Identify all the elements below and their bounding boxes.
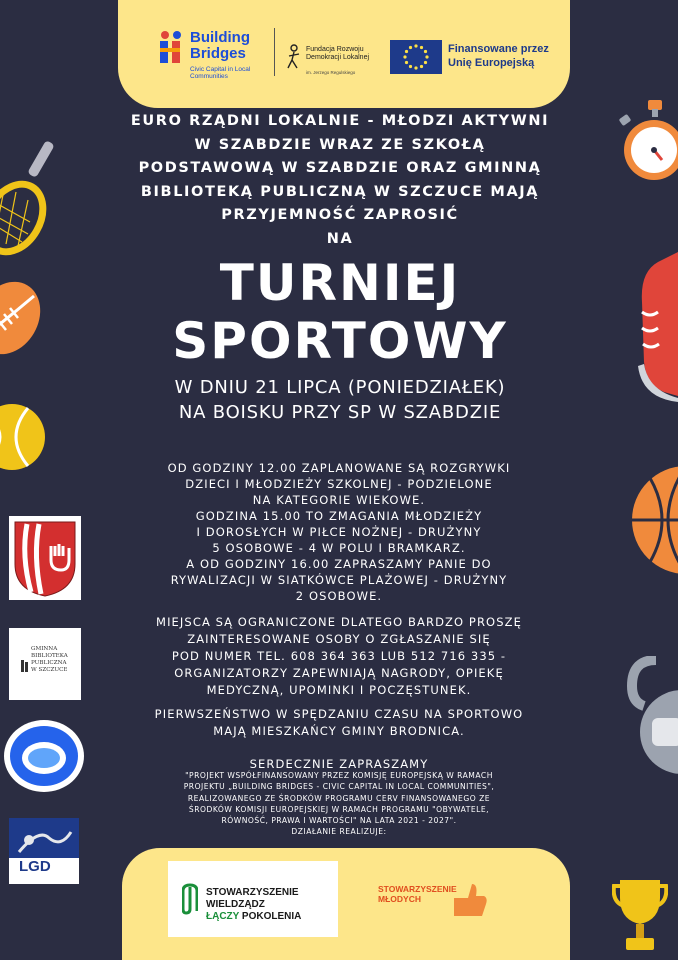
partner-banner-bottom [122, 848, 570, 960]
building-bridges-title: Building Bridges [190, 29, 250, 62]
mlodych-name: STOWARZYSZENIE MŁODYCH [378, 884, 457, 904]
wieldzadz-line2: WIELDZĄDZ [206, 899, 265, 910]
building-bridges-logo [158, 30, 268, 88]
invite-text: SERDECZNIE ZAPRASZAMY [249, 757, 429, 771]
frdl-logo [286, 44, 378, 84]
trophy-icon [612, 876, 668, 956]
building-bridges-subtitle: Civic Capital in Local Communities [190, 66, 251, 80]
stopwatch-icon [614, 100, 678, 184]
sponsor-banner-top [118, 0, 570, 108]
gmina-crest-logo [9, 516, 81, 600]
event-title: TURNIEJ SPORTOWY [172, 254, 508, 370]
frdl-figure-icon [286, 44, 302, 70]
funding-footnote: "PROJEKT WSPÓŁFINANSOWANY PRZEZ KOMISJĘ EUROPEJSKĄ W RAMACH PROJEKTU „BUILDING BRIDGES - CIVIC CAPITAL IN LOCAL COMMUNITIES", REALIZOWANEGO ZE ŚRODKÓW PROGRAMU CERV FINANSOWANEGO ZE ŚRODKÓW KOMISJI EUROPEJSKIEJ W RAMACH PROGRAMU "OBYWATELE, RÓWNOŚĆ, PRAWA I WARTOŚCI" NA LATA 2021 - 2027". DZIAŁANIE REALIZUJE: [183, 771, 495, 837]
library-logo [9, 628, 81, 700]
wieldzadz-logo [168, 861, 338, 937]
school-logo [2, 718, 86, 794]
school-badge-icon [2, 718, 86, 794]
lgd-logo [9, 818, 79, 884]
tennis-ball-icon [0, 402, 46, 472]
lgd-swan-icon [9, 818, 79, 858]
eu-flag-icon [390, 40, 442, 74]
library-name: GMINNA BIBLIOTEKA PUBLICZNA W SZCZUCE [31, 646, 68, 673]
wieldzadz-line3-green: ŁĄCZY [206, 911, 240, 922]
event-date-location: W DNIU 21 LIPCA (PONIEDZIAŁEK) NA BOISKU PRZY SP W SZABDZIE [174, 377, 506, 423]
frdl-name: Fundacja Rozwoju Demokracji Lokalnej [306, 46, 370, 61]
mlodych-logo [378, 880, 498, 930]
thumbs-up-icon [454, 880, 488, 920]
crest-icon [9, 516, 81, 600]
rugby-ball-icon [0, 268, 46, 368]
kettlebell-icon [626, 656, 678, 776]
eu-funding-text: Finansowane przez Unię Europejską [448, 43, 549, 69]
intro-text: EURO RZĄDNI LOKALNIE - MŁODZI AKTYWNI W SZABDZIE WRAZ ZE SZKOŁĄ PODSTAWOWĄ W SZABDZIE ORAZ GMINNĄ BIBLIOTEKĄ PUBLICZNĄ W SZCZUCE MAJĄ PRZYJEMNOŚĆ ZAPROSIĆ NA [130, 113, 550, 247]
schedule-text: OD GODZINY 12.00 ZAPLANOWANE SĄ ROZGRYWKI DZIECI I MŁODZIEŻY SZKOLNEJ - PODZIELONE NA KATEGORIE WIEKOWE. GODZINA 15.00 TO ZMAGANIA MŁODZIEŻY I DOROSŁYCH W PIŁCE NOŻNEJ - DRUŻYNY 5 OSOBOWE - 4 W POLU I BRAMKARZ. A OD GODZINY 16.00 ZAPRASZAMY PANIE DO RYWALIZACJI W SIATKÓWCE PLAŻOWEJ - DRUŻYNY 2 OSOBOWE. [167, 461, 511, 603]
sneaker-icon [628, 252, 678, 402]
wieldzadz-line1: STOWARZYSZENIE [206, 887, 299, 898]
priority-text: PIERWSZEŃSTWO W SPĘDZANIU CZASU NA SPORTOWO MAJĄ MIESZKAŃCY GMINY BRODNICA. [154, 707, 524, 738]
library-book-icon [21, 660, 29, 672]
wieldzadz-line3 [206, 911, 301, 923]
tennis-racket-icon [0, 140, 58, 270]
building-bridges-mark-icon [158, 30, 184, 66]
wieldzadz-line3-rest: POKOLENIA [239, 911, 302, 922]
banner-divider [274, 28, 275, 76]
basketball-icon [630, 460, 678, 580]
paperclip-icon [182, 883, 198, 917]
registration-text: MIEJSCA SĄ OGRANICZONE DLATEGO BARDZO PROSZĘ ZAINTERESOWANE OSOBY O ZGŁASZANIE SIĘ POD NUMER TEL. 608 364 363 LUB 512 716 335 - ORGANIZATORZY ZAPEWNIAJĄ NAGRODY, OPIEKĘ MEDYCZNĄ, UPOMINKI I POCZĘSTUNEK. [156, 615, 522, 697]
frdl-small: im. Jerzego Regulskiego [306, 70, 356, 75]
lgd-name: LGD [19, 858, 51, 875]
